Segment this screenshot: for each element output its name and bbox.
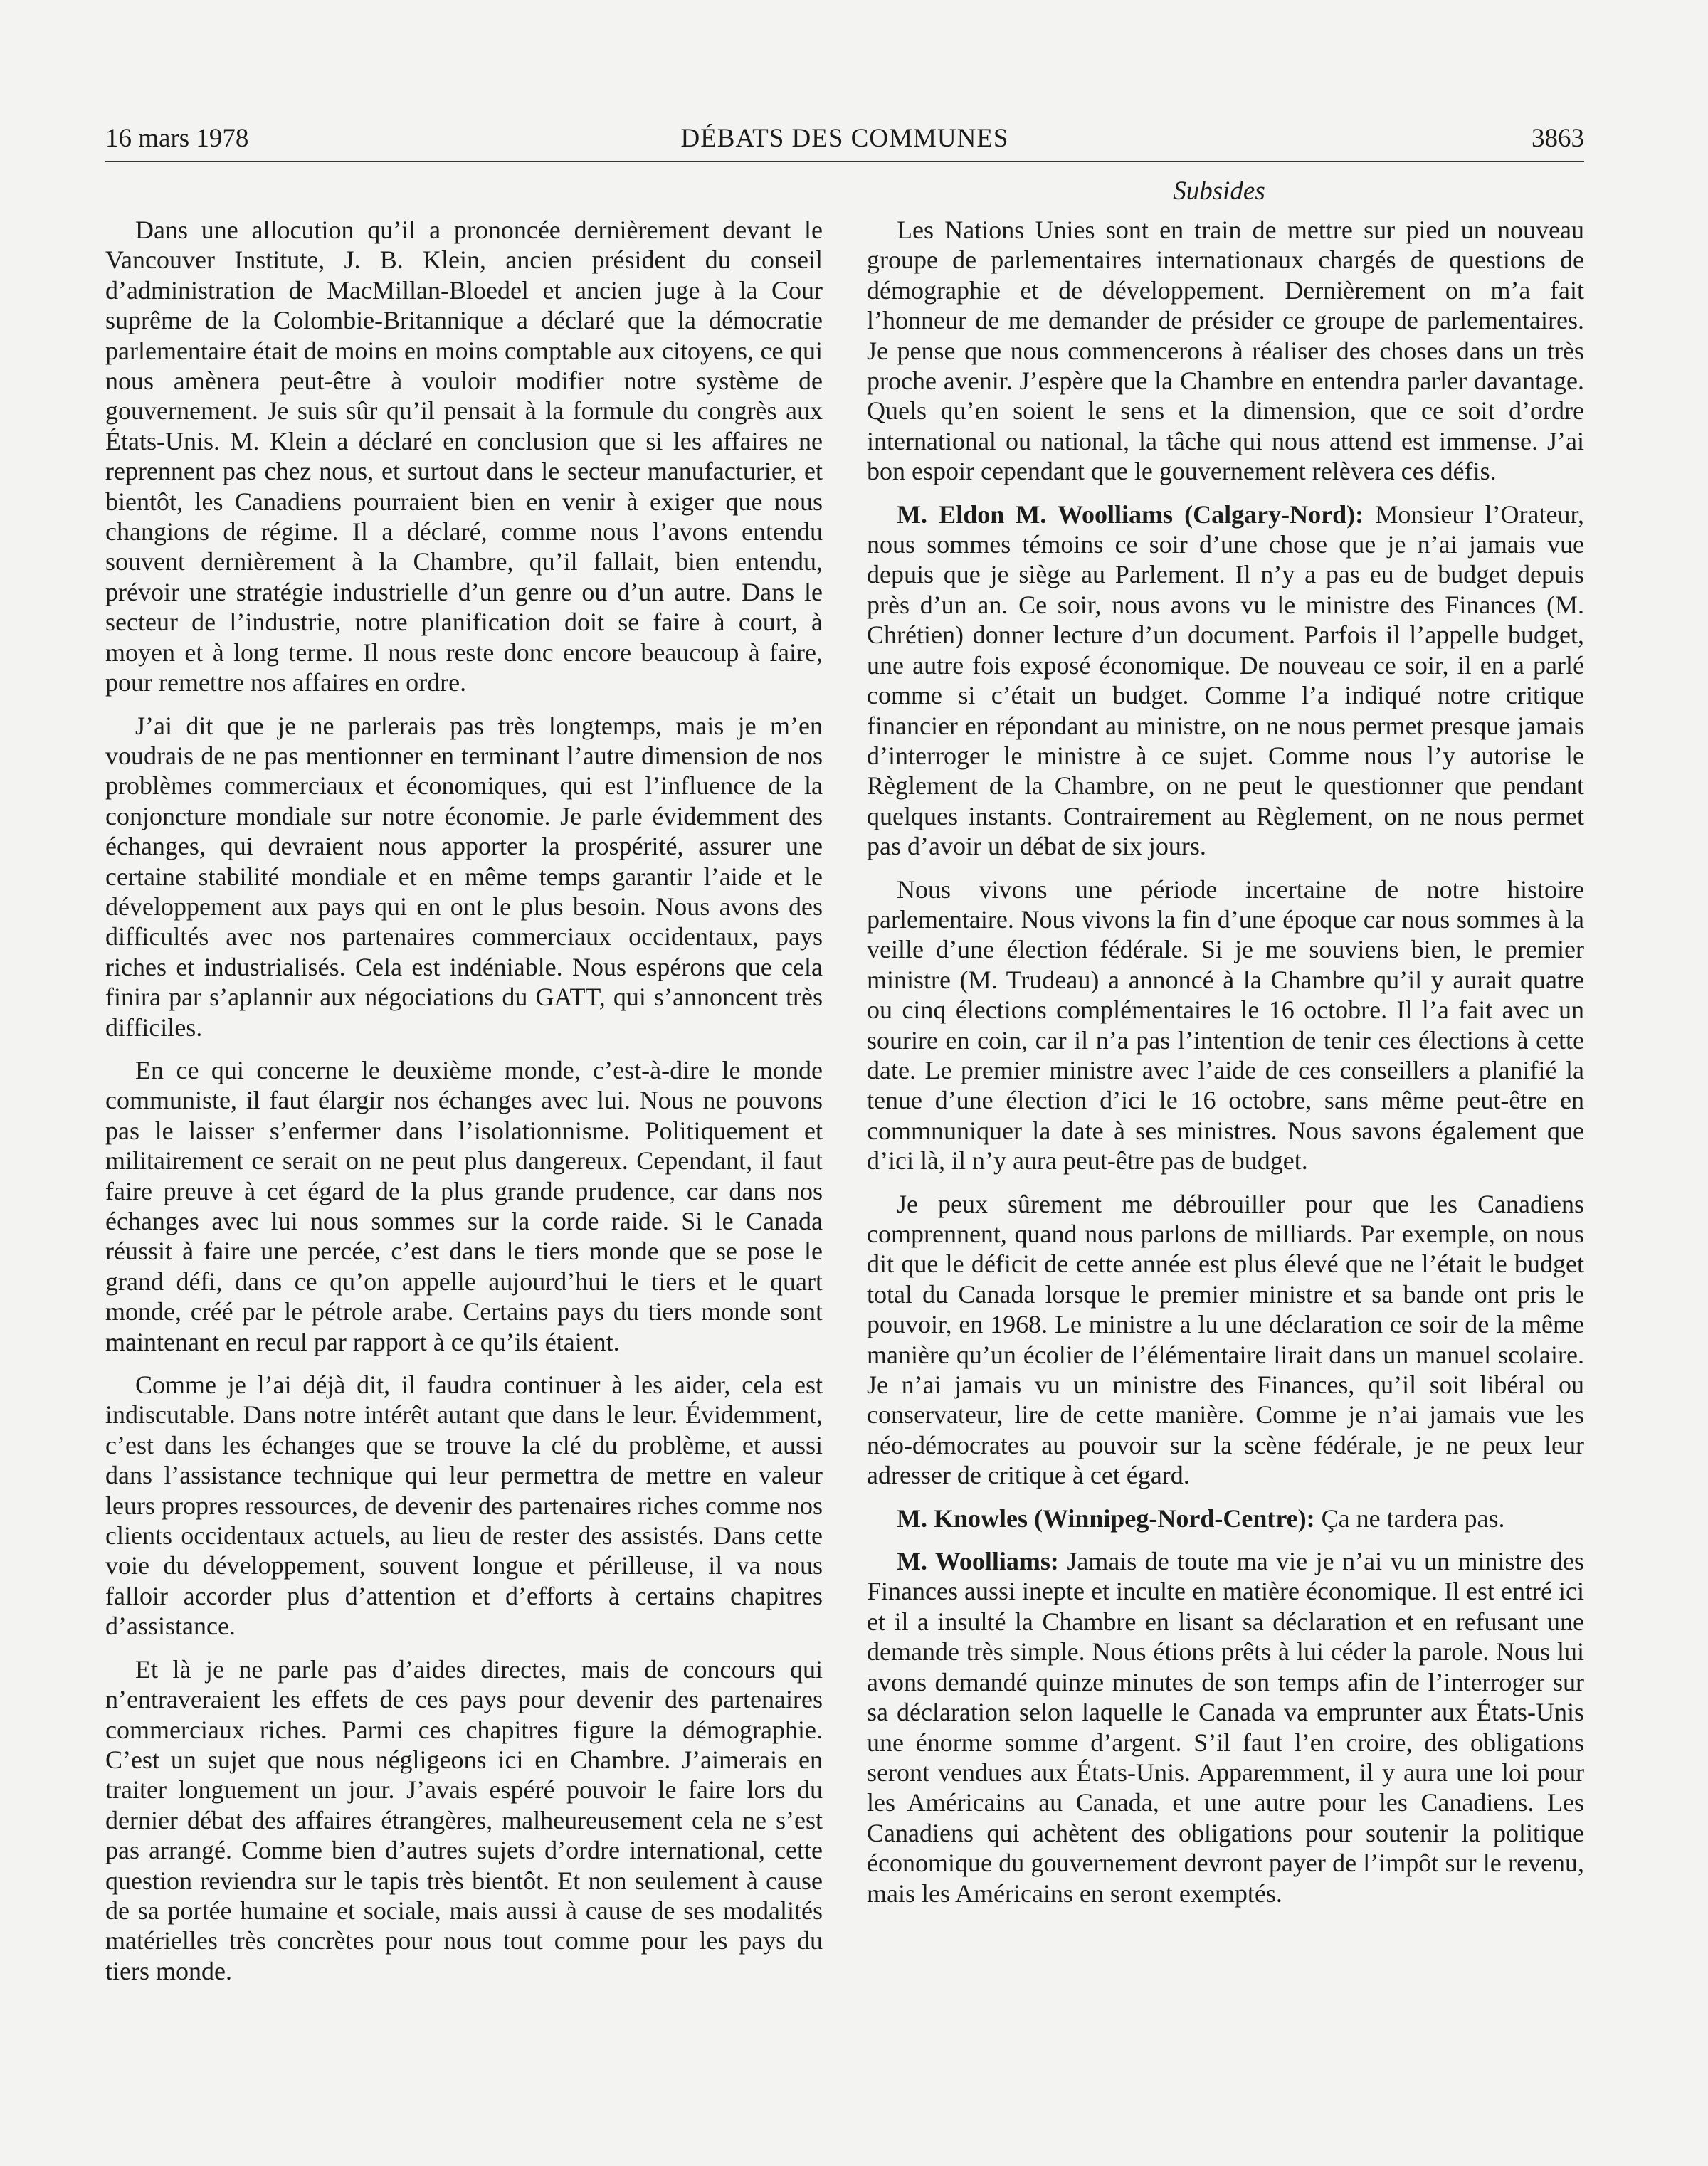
speech-text: Jamais de toute ma vie je n’ai vu un ministre des Finances aussi inepte et inculte en matière économique. Il est entré ici et il a insulté la Chambre en lisant sa déclaration et en refusant une demande très simple. Nous étions prêts à lui céder la parole. Nous lui avons demandé quinze minutes de son temps afin de l’interroger sur sa déclaration selon laquelle le Canada va emprunter aux États-Unis une énorme somme d’argent. S’il faut l’en croire, des obligations seront vendues aux États-Unis. Apparemment, il y aura une loi pour les Américains au Canada, et une autre pour les Canadiens. Les Canadiens qui achètent des obligations pour soutenir la politique économique du gouvernement devront payer de l’impôt sur le revenu, mais les Américains en seront exemptés. bbox=[867, 1547, 1584, 1908]
left-column bbox=[105, 215, 823, 1999]
speaker-woolliams: M. Woolliams: bbox=[897, 1547, 1059, 1576]
page-header bbox=[105, 121, 1584, 162]
right-paragraph-3: Nous vivons une période incertaine de notre histoire parlementaire. Nous vivons la fin d’une époque car nous sommes à la veille d’une élection fédérale. Si je me souviens bien, le premier ministre (M. Trudeau) a annoncé à la Chambre qu’il y aurait quatre ou cinq élections complémentaires le 16 octobre. Il l’a fait avec un sourire en coin, car il n’a pas l’intention de tenir ces élections à cette date. Le premier ministre avec l’aide de ces conseillers a planifié la tenue d’une élection d’ici le 16 octobre, sans même peut-être en commnuniquer la date à ses ministres. Nous savons également que d’ici là, il n’y aura peut-être pas de budget. bbox=[867, 875, 1584, 1176]
header-title: DÉBATS DES COMMUNES bbox=[680, 124, 1009, 153]
speaker-knowles: M. Knowles (Winnipeg-Nord-Centre): bbox=[897, 1504, 1315, 1533]
right-paragraph-5 bbox=[867, 1504, 1584, 1533]
speech-text: Monsieur l’Orateur, nous sommes témoins ce soir d’une chose que je n’ai jamais vue depuis que je siège au Parlement. Il n’y a pas eu de budget depuis près d’un an. Ce soir, nous avons vu le ministre des Finances (M. Chrétien) donner lecture d’un document. Parfois il l’appelle budget, une autre fois exposé économique. De nouveau ce soir, il en a parlé comme si c’était un budget. Comme l’a indiqué notre critique financier en répondant au ministre, on ne nous permet presque jamais d’interroger le ministre à ce sujet. Comme nous l’y autorise le Règlement de la Chambre, on ne peut le questionner que pendant quelques instants. Contrairement au Règlement, on ne nous permet pas d’avoir un débat de six jours. bbox=[867, 500, 1584, 861]
left-paragraph-1: Dans une allocution qu’il a prononcée dernièrement devant le Vancouver Institute, J. B. Klein, ancien président du conseil d’administration de MacMillan-Bloedel et ancien juge à la Cour suprême de la Colombie-Britannique a déclaré que la démocratie parlementaire était de moins en moins comptable aux citoyens, ce qui nous amènera peut-être à vouloir modifier notre système de gouvernement. Je suis sûr qu’il pensait à la formule du congrès aux États-Unis. M. Klein a déclaré en conclusion que si les affaires ne reprennent pas chez nous, et surtout dans le secteur manufacturier, et bientôt, les Canadiens pourraient bien en venir à exiger que nous changions de régime. Il a déclaré, comme nous l’avons entendu souvent dernièrement à la Chambre, qu’il fallait, bien entendu, prévoir une stratégie industrielle d’un genre ou d’un autre. Dans le secteur de l’industrie, notre planification doit se faire à court, à moyen et à long terme. Il nous reste donc encore beaucoup à faire, pour remettre nos affaires en ordre. bbox=[105, 216, 823, 697]
speaker-woolliams-full: M. Eldon M. Woolliams (Calgary-Nord): bbox=[897, 500, 1364, 529]
left-paragraph-2: J’ai dit que je ne parlerais pas très longtemps, mais je m’en voudrais de ne pas mentionner en terminant l’autre dimension de nos problèmes commerciaux et économiques, qui est l’influence de la conjoncture mondiale sur notre économie. Je parle évidemment des échanges, qui devraient nous apporter la prospérité, assurer une certaine stabilité mondiale et en même temps garantir l’aide et le développement aux pays qui en ont le plus besoin. Nous avons des difficultés avec nos partenaires commerciaux occidentaux, pays riches et industrialisés. Cela est indéniable. Nous espérons que cela finira par s’aplannir aux négociations du GATT, qui s’annoncent très difficiles. bbox=[105, 711, 823, 1042]
right-paragraph-4: Je peux sûrement me débrouiller pour que les Canadiens comprennent, quand nous parlons de milliards. Par exemple, on nous dit que le déficit de cette année est plus élevé que ne l’était le budget total du Canada lorsque le premier ministre et sa bande ont pris le pouvoir, en 1968. Le ministre a lu une déclaration ce soir de la même manière qu’un écolier de l’élémentaire lirait dans un manuel scolaire. Je n’ai jamais vu un ministre des Finances, qu’il soit libéral ou conservateur, lire de cette manière. Comme je n’ai jamais vue les néo-démocrates au pouvoir sur la scène fédérale, je ne peux leur adresser de critique à cet égard. bbox=[867, 1189, 1584, 1490]
header-page-number: 3863 bbox=[1532, 124, 1584, 153]
right-paragraph-2 bbox=[867, 500, 1584, 862]
left-paragraph-5: Et là je ne parle pas d’aides directes, mais de concours qui n’entraveraient les effets de ces pays pour devenir des partenaires commerciaux riches. Parmi ces chapitres figure la démographie. C’est un sujet que nous négligeons ici en Chambre. J’aimerais en traiter longuement un jour. J’avais espéré pouvoir le faire lors du dernier débat des affaires étrangères, malheureusement cela ne s’est pas arrangé. Comme bien d’autres sujets d’ordre international, cette question reviendra sur le tapis très bientôt. Et non seulement à cause de sa portée humaine et sociale, mais aussi à cause de ses modalités matérielles très concrètes pour nous tout comme pour les pays du tiers monde. bbox=[105, 1654, 823, 1985]
left-paragraph-4: Comme je l’ai déjà dit, il faudra continuer à les aider, cela est indiscutable. Dans notre intérêt autant que dans le leur. Évidemment, c’est dans les échanges que se trouve la clé du problème, et aussi dans l’assistance technique qui leur permettra de mettre en valeur leurs propres ressources, de devenir des partenaires riches comme nos clients occidentaux actuels, au lieu de rester des assistés. Dans cette voie du développement, souvent longue et périlleuse, il va nous falloir accorder plus d’attention et d’efforts à certains chapitres d’assistance. bbox=[105, 1370, 823, 1641]
right-paragraph-1: Les Nations Unies sont en train de mettre sur pied un nouveau groupe de parlementaires internationaux chargés de questions de démographie et de développement. Dernièrement on m’a fait l’honneur de me demander de présider ce groupe de parlementaires. Je pense que nous commencerons à réaliser des choses dans un très proche avenir. J’espère que la Chambre en entendra parler davantage. Quels qu’en soient le sens et la dimension, que ce soit d’ordre international ou national, la tâche qui nous attend est immense. J’ai bon espoir cependant que le gouvernement relèvera ces défis. bbox=[867, 216, 1584, 486]
section-label: Subsides bbox=[1173, 176, 1265, 206]
speech-text: Ça ne tardera pas. bbox=[1314, 1504, 1505, 1533]
right-paragraph-6 bbox=[867, 1546, 1584, 1908]
header-date: 16 mars 1978 bbox=[105, 124, 249, 153]
left-paragraph-3: En ce qui concerne le deuxième monde, c’est-à-dire le monde communiste, il faut élargir nos échanges avec lui. Nous ne pouvons pas le laisser s’enfermer dans l’isolationnisme. Politiquement et militairement ce serait on ne peut plus dangereux. Cependant, il faut faire preuve à cet égard de la plus grande prudence, car dans nos échanges avec lui nous sommes sur la corde raide. Si le Canada réussit à faire une percée, c’est dans le tiers monde que se pose le grand défi, dans ce qu’on appelle aujourd’hui le tiers et le quart monde, créé par le pétrole arabe. Certains pays du tiers monde sont maintenant en recul par rapport à ce qu’ils étaient. bbox=[105, 1055, 823, 1356]
right-column bbox=[867, 215, 1584, 1921]
